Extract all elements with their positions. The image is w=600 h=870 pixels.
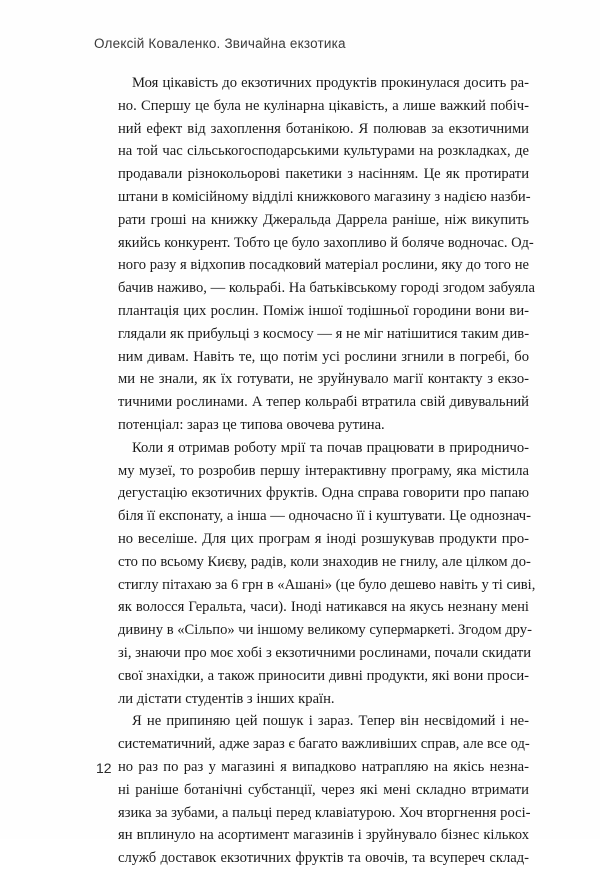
text-line: рати гроші на книжку Джеральда Даррела раніше, ніж викупить (118, 211, 529, 228)
text-line: Моя цікавість до екзотичних продуктів прокинулася досить ра- (132, 75, 529, 91)
text-line: Я не припиняю цей пошук і зараз. Тепер він несвідомий і не- (132, 713, 529, 730)
text-line: но веселіше. Для цих програм я іноді розшукував продукти про- (118, 530, 529, 547)
text-line: тичними рослинами. А тепер кольрабі втратила свій дивувальний (118, 394, 529, 411)
text-line: зі, знаючи про моє хобі з екзотичними рослинами, почали скидати (118, 644, 532, 661)
text-line: язика за зубами, а пальці перед клавіатурою. Хоч вторгнення росі- (118, 804, 531, 821)
text-line: ли дістати студентів з інших країн. (118, 690, 335, 707)
text-line: но раз по раз у магазині я випадково натрапляю на якісь незна- (118, 758, 529, 775)
text-line: ний ефект від захоплення ботанікою. Я полював за екзотичними (118, 120, 529, 137)
text-line: штани в комісійному відділі книжкового магазину з надією назби- (118, 188, 531, 205)
text-line: систематичний, адже зараз є багато важливіших справ, але все од- (118, 736, 530, 753)
text-line: му музеї, то розробив першу інтерактивну програму, яка містила (118, 462, 529, 479)
paragraph (118, 437, 536, 711)
text-line: Коли я отримав роботу мрії та почав працювати в природничо- (132, 439, 529, 456)
text-line: продавали різнокольорові пакетики з насінням. Це як протирати (118, 166, 529, 183)
paragraph (118, 710, 529, 870)
text-line: ян вплинуло на асортимент магазинів і зруйнувало бізнес кількох (118, 827, 529, 844)
page-number: 12 (96, 760, 112, 776)
text-line: стиглу пітахаю за 6 грн в «Ашані» (це було дешево навіть у ті сиві, (118, 576, 536, 593)
text-line: як волосся Геральта, часи). Іноді натикався на якусь незнану мені (118, 599, 529, 616)
text-line: глядали як прибульці з космосу — я не міг натішитися таким див- (118, 325, 530, 342)
text-line: біля її експонату, а інша — одночасно її і куштувати. Це однознач- (118, 508, 531, 525)
text-line: плантація цих рослин. Поміж іншої тодішньої городини вони ви- (118, 302, 529, 319)
text-line: свої знахідки, а також приносити дивні продукти, які вони проси- (118, 667, 529, 684)
text-line: бачив наживо, — кольрабі. На батьківському городі згодом забуяла (118, 280, 535, 297)
text-line: дегустацію екзотичних фруктів. Одна справа говорити про папаю (118, 485, 529, 502)
text-line: на той час сільськогосподарськими культурами на розкладках, де (118, 143, 529, 160)
text-line: якийсь конкурент. Тобто це було захопливо й боляче водночас. Од- (118, 234, 534, 251)
body-text (118, 72, 536, 870)
text-line: ми не знали, як їх готувати, не зруйнувало магії контакту з екзо- (118, 371, 529, 388)
text-line: но. Спершу це була не кулінарна цікавість, а лише важкий побіч- (118, 97, 529, 114)
running-header: Олексій Коваленко. Звичайна екзотика (94, 36, 346, 51)
text-line: дивину в «Сільпо» чи іншому великому супермаркеті. Згодом дру- (118, 622, 532, 639)
paragraph (118, 72, 535, 437)
text-line: потенціал: зараз це типова овочева рутина. (118, 416, 385, 433)
text-line: служб доставок екзотичних фруктів та овочів, та всупереч склад- (118, 850, 529, 867)
text-line: сто по всьому Києву, радів, коли знаходив не гнилу, але цілком до- (118, 553, 531, 570)
text-line: ного разу я відхопив посадковий матеріал рослини, яку до того не (118, 257, 529, 274)
text-line: ним дивам. Навіть те, що потім усі рослини згнили в погребі, бо (118, 348, 529, 365)
text-line: ні раніше ботанічні субстанції, через які мені складно втримати (118, 781, 529, 798)
